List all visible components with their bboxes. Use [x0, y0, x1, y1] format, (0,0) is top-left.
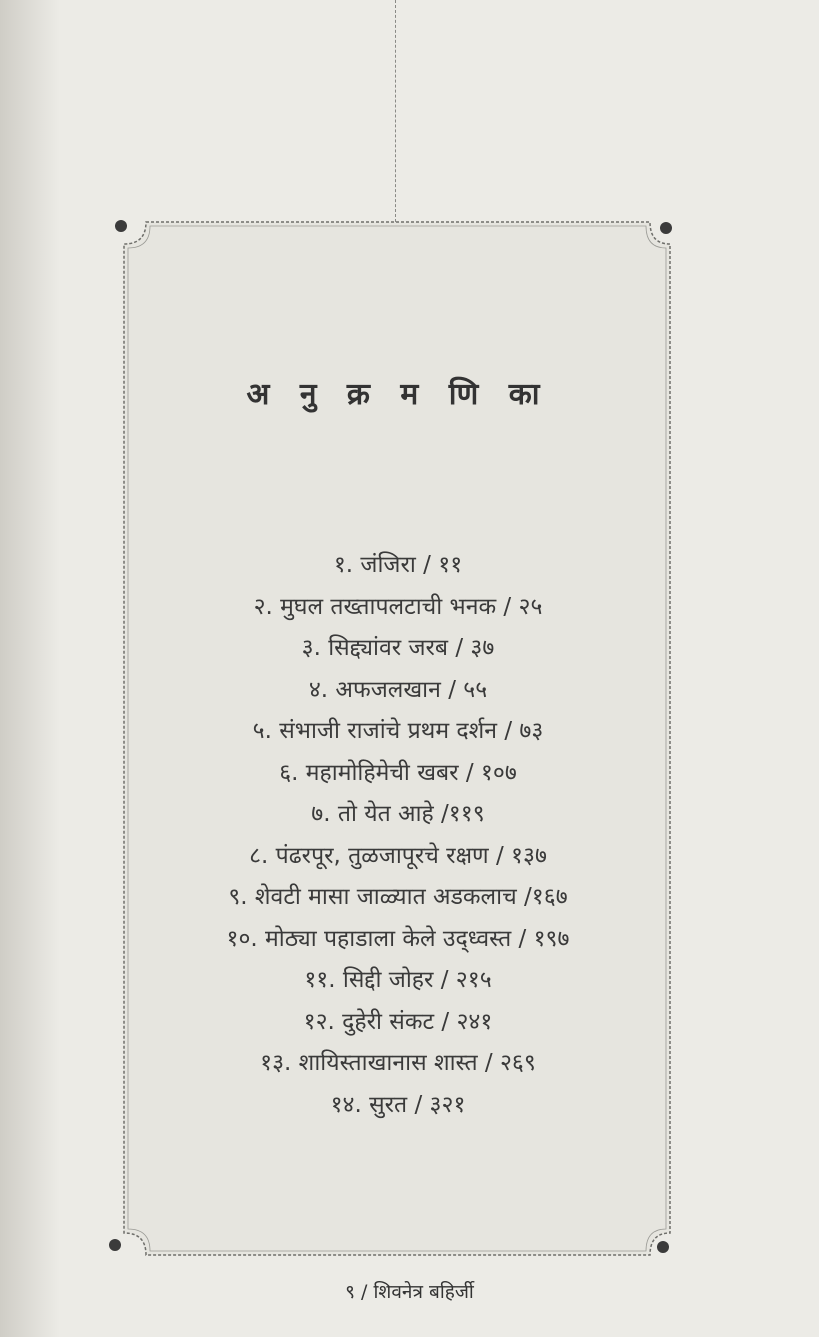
toc-entry: ४. अफजलखान / ५५	[308, 676, 488, 703]
toc-entry: १४. सुरत / ३२१	[330, 1091, 466, 1118]
toc-list	[130, 545, 666, 1126]
toc-entry: १३. शायिस्ताखानास शास्त / २६९	[260, 1050, 536, 1076]
toc-title: अ नु क्र म णि का	[246, 377, 550, 412]
toc-entry: ६. महामोहिमेची खबर / १०७	[279, 759, 517, 786]
toc-entry: ९. शेवटी मासा जाळ्यात अडकलाच /१६७	[228, 884, 568, 910]
toc-entry: २. मुघल तख्तापलटाची भनक / २५	[253, 593, 543, 620]
toc-entry: ११. सिद्दी जोहर / २१५	[304, 967, 492, 993]
toc-entry: ३. सिद्द्यांवर जरब / ३७	[301, 635, 495, 661]
toc-entry: १२. दुहेरी संकट / २४१	[303, 1008, 493, 1035]
corner-dot-bottom-left	[109, 1239, 121, 1251]
corner-dot-bottom-right	[657, 1241, 669, 1253]
toc-entry: १. जंजिरा / ११	[333, 552, 463, 578]
toc-entry: ८. पंढरपूर, तुळजापूरचे रक्षण / १३७	[249, 842, 547, 869]
toc-entry: ५. संभाजी राजांचे प्रथम दर्शन / ७३	[252, 718, 544, 744]
corner-dot-top-right	[660, 222, 672, 234]
corner-dot-top-left	[115, 220, 127, 232]
toc-entry: ७. तो येत आहे /११९	[311, 801, 485, 827]
toc-entry: १०. मोठ्या पहाडाला केले उद्ध्वस्त / १९७	[226, 925, 570, 952]
page-footer: ९ / शिवनेत्र बहिर्जी	[345, 1281, 474, 1303]
